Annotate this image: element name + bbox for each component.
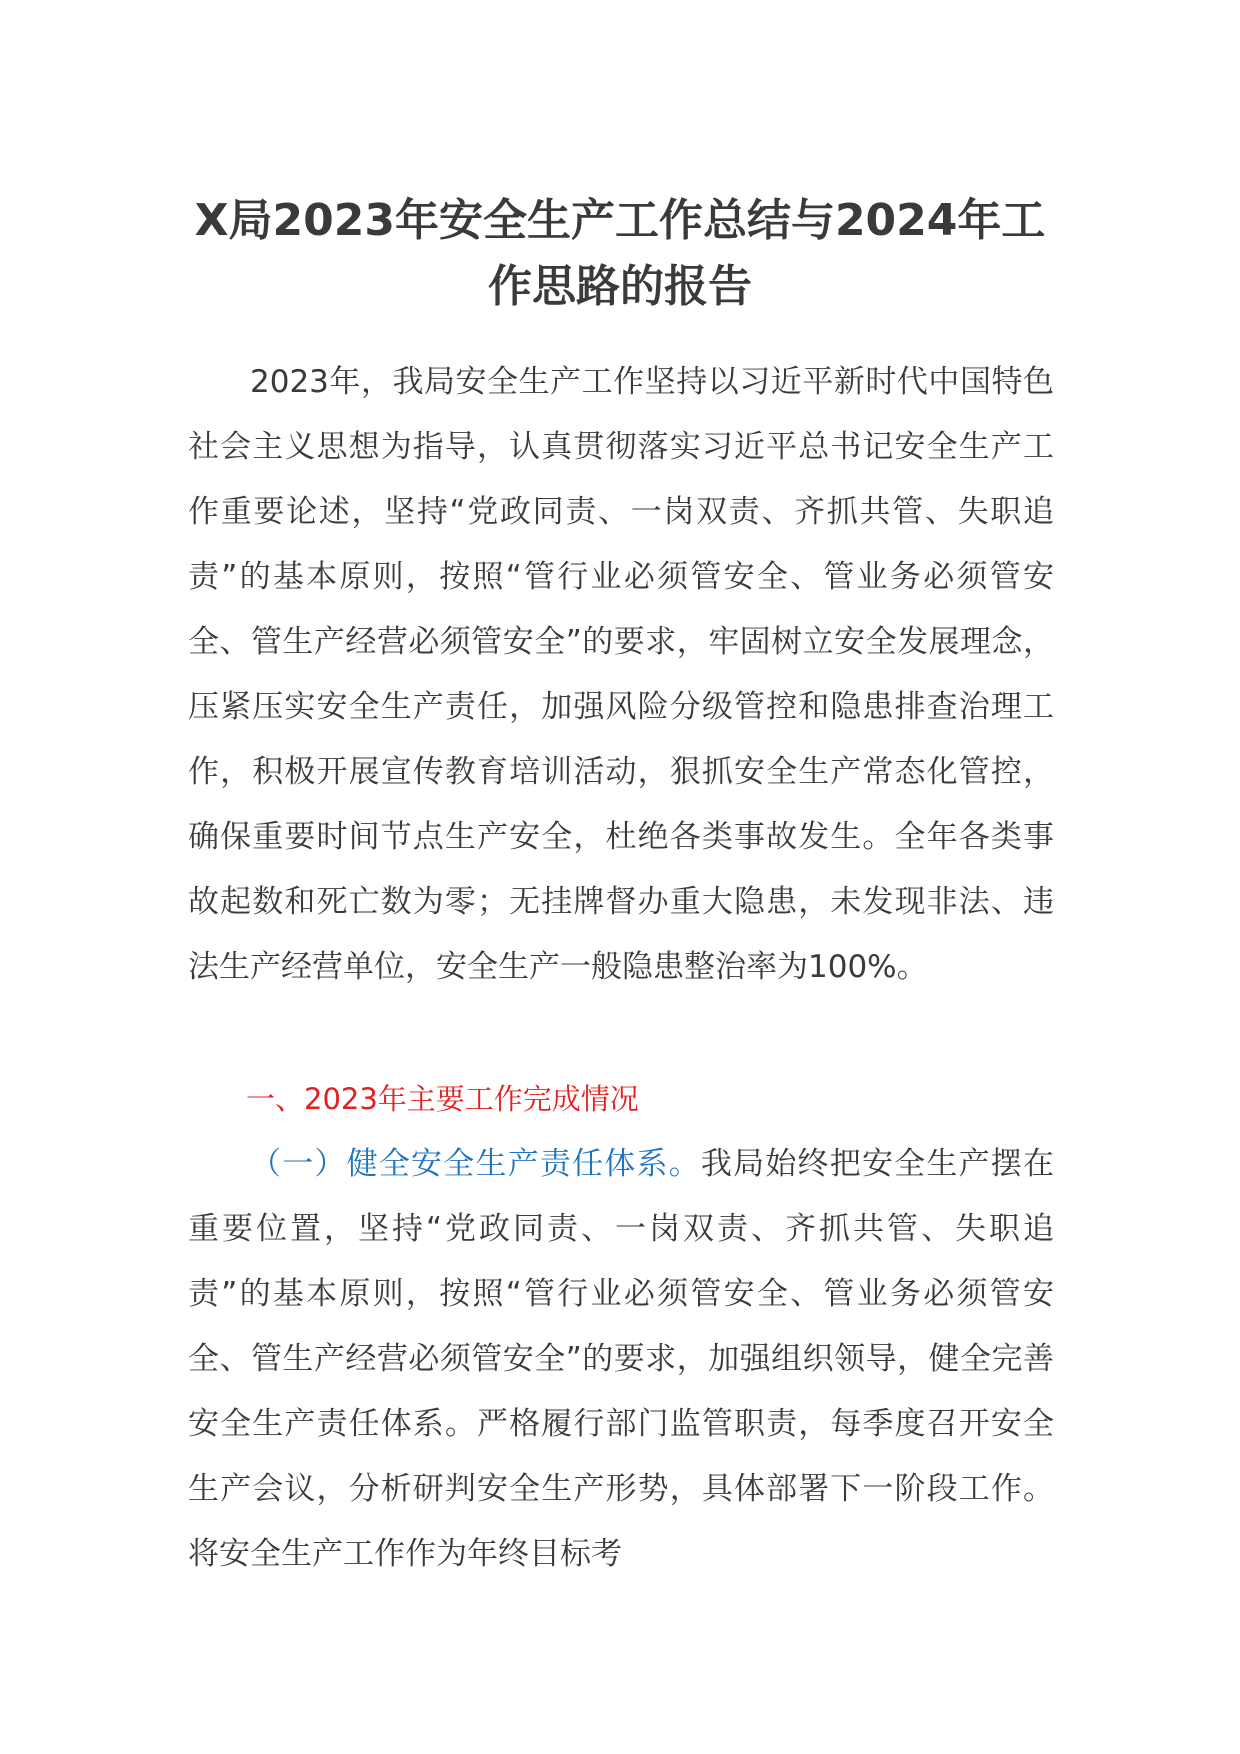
section-heading-1: 一、2023年主要工作完成情况 xyxy=(246,1082,639,1116)
document-title: X局2023年安全生产工作总结与2024年工作思路的报告 xyxy=(194,195,1046,312)
subsection-1-text: 我局始终把安全生产摆在重要位置，坚持“党政同责、一岗双责、齐抓共管、失职追责”的基本原则，按照“管行业必须管安全、管业务必须管安全、管生产经营必须管安全”的要求，加强组织领导，健全完善安全生产责任体系。严格履行部门监管职责，每季度召开安全生产会议，分析研判安全生产形势，具体部署下一阶段工作。将安全生产工作作为年终目标考 xyxy=(188,1146,1055,1572)
subsection-1-paragraph xyxy=(188,1132,1054,1587)
subsection-1-heading: （一）健全安全生产责任体系。 xyxy=(250,1146,701,1182)
intro-paragraph: 2023年，我局安全生产工作坚持以习近平新时代中国特色社会主义思想为指导，认真贯彻落实习近平总书记安全生产工作重要论述，坚持“党政同责、一岗双责、齐抓共管、失职追责”的基本原则，按照“管行业必须管安全、管业务必须管安全、管生产经营必须管安全”的要求，牢固树立安全发展理念，压紧压实安全生产责任，加强风险分级管控和隐患排查治理工作，积极开展宣传教育培训活动，狠抓安全生产常态化管控，确保重要时间节点生产安全，杜绝各类事故发生。全年各类事故起数和死亡数为零；无挂牌督办重大隐患，未发现非法、违法生产经营单位，安全生产一般隐患整治率为100%。 xyxy=(188,364,1054,985)
